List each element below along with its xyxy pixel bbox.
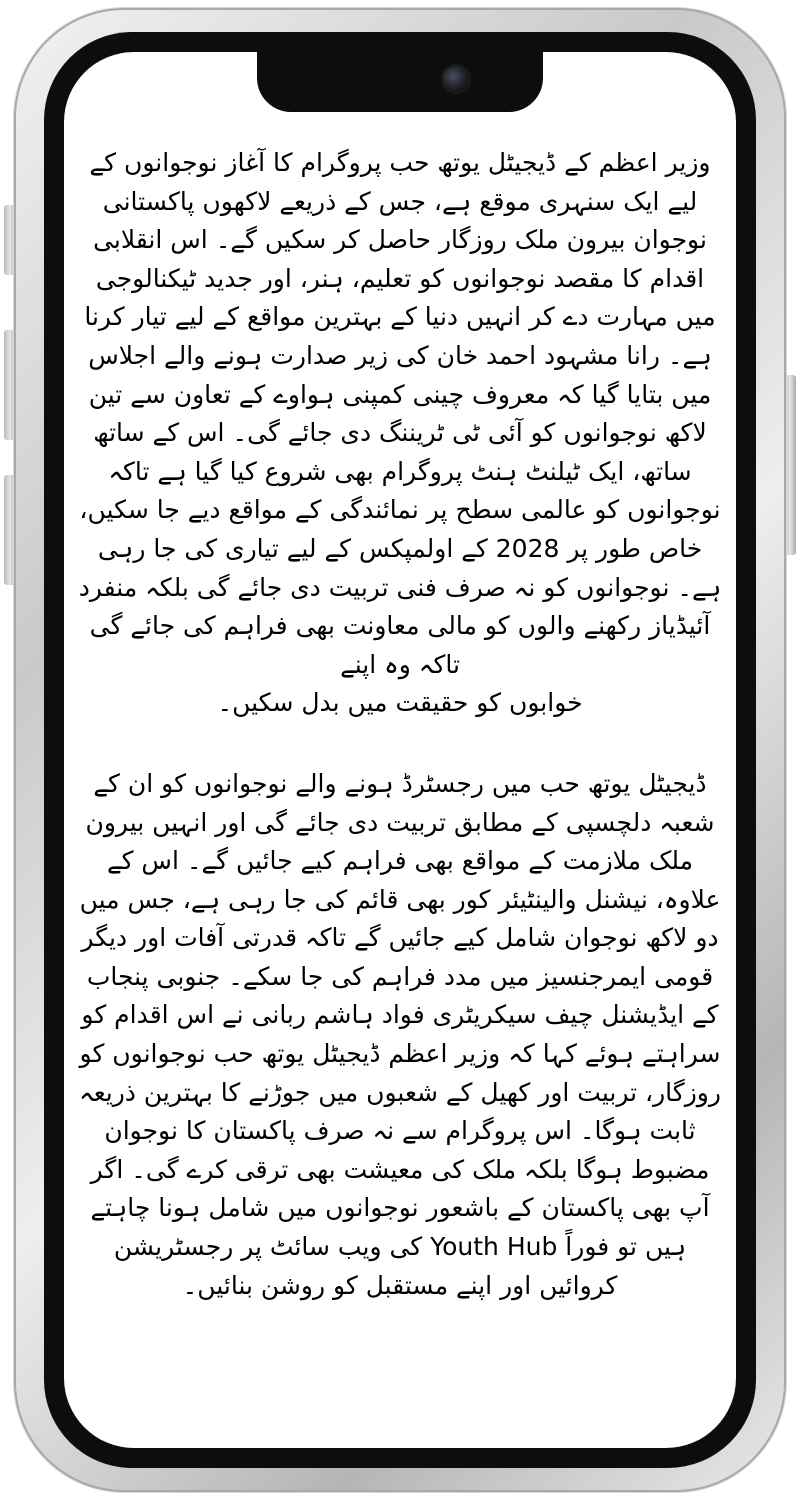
article-paragraph-2: ڈیجیٹل یوتھ حب میں رجسٹرڈ ہونے والے نوجوانوں کو ان کے شعبہ دلچسپی کے مطابق تربیت دی جائے گی اور انہیں بیرون ملک ملازمت کے مواقع بھی فراہم کیے جائیں گے۔ اس کے علاوہ، نیشنل والینٹیئر کور بھی قائم کی جا رہی ہے، جس میں دو لاکھ نوجوان شامل کیے جائیں گے تاکہ قدرتی آفات اور دیگر قومی ایمرجنسیز میں مدد فراہم کی جا سکے۔ جنوبی پنجاب کے ایڈیشنل چیف سیکریٹری فواد ہاشم ربانی نے اس اقدام کو سراہتے ہوئے کہا کہ وزیر اعظم ڈیجیٹل یوتھ حب نوجوانوں کو روزگار، تربیت اور کھیل کے شعبوں میں جوڑنے کا بہترین ذریعہ ثابت ہوگا۔ اس پروگرام سے نہ صرف پاکستان کا نوجوان مضبوط ہوگا بلکہ ملک کی معیشت بھی ترقی کرے گی۔ اگر آپ بھی پاکستان کے باشعور نوجوانوں میں شامل ہونا چاہتے ہیں تو فوراً Youth Hub کی ویب سائٹ پر رجسٹریشن کروائیں اور اپنے مستقبل کو روشن بنائیں۔: [79, 768, 721, 1300]
phone-bezel: [44, 32, 756, 1468]
phone-notch: [257, 52, 543, 112]
front-camera-icon: [443, 66, 469, 92]
phone-frame: [14, 8, 786, 1492]
article-body: [76, 144, 724, 1305]
phone-screen[interactable]: [64, 52, 736, 1448]
article-paragraph-1-end: خوابوں کو حقیقت میں بدل سکیں۔: [217, 688, 583, 718]
paragraph-spacer: [76, 723, 724, 765]
article-paragraph-1: وزیر اعظم کے ڈیجیٹل یوتھ حب پروگرام کا آغاز نوجوانوں کے لیے ایک سنہری موقع ہے، جس کے ذریعے لاکھوں پاکستانی نوجوان بیرون ملک روزگار حاصل کر سکیں گے۔ اس انقلابی اقدام کا مقصد نوجوانوں کو تعلیم، ہنر، اور جدید ٹیکنالوجی میں مہارت دے کر انہیں دنیا کے بہترین مواقع کے لیے تیار کرنا ہے۔ رانا مشہود احمد خان کی زیر صدارت ہونے والے اجلاس میں بتایا گیا کہ معروف چینی کمپنی ہواوے کے تعاون سے تین لاکھ نوجوانوں کو آئی ٹی ٹریننگ دی جائے گی۔ اس کے ساتھ ساتھ، ایک ٹیلنٹ ہنٹ پروگرام بھی شروع کیا گیا ہے تاکہ نوجوانوں کو عالمی سطح پر نمائندگی کے مواقع دیے جا سکیں، خاص طور پر 2028 کے اولمپکس کے لیے تیاری کی جا رہی ہے۔ نوجوانوں کو نہ صرف فنی تربیت دی جائے گی بلکہ منفرد آئیڈیاز رکھنے والوں کو مالی معاونت بھی فراہم کی جائے گی تاکہ وہ اپنے: [78, 148, 722, 679]
